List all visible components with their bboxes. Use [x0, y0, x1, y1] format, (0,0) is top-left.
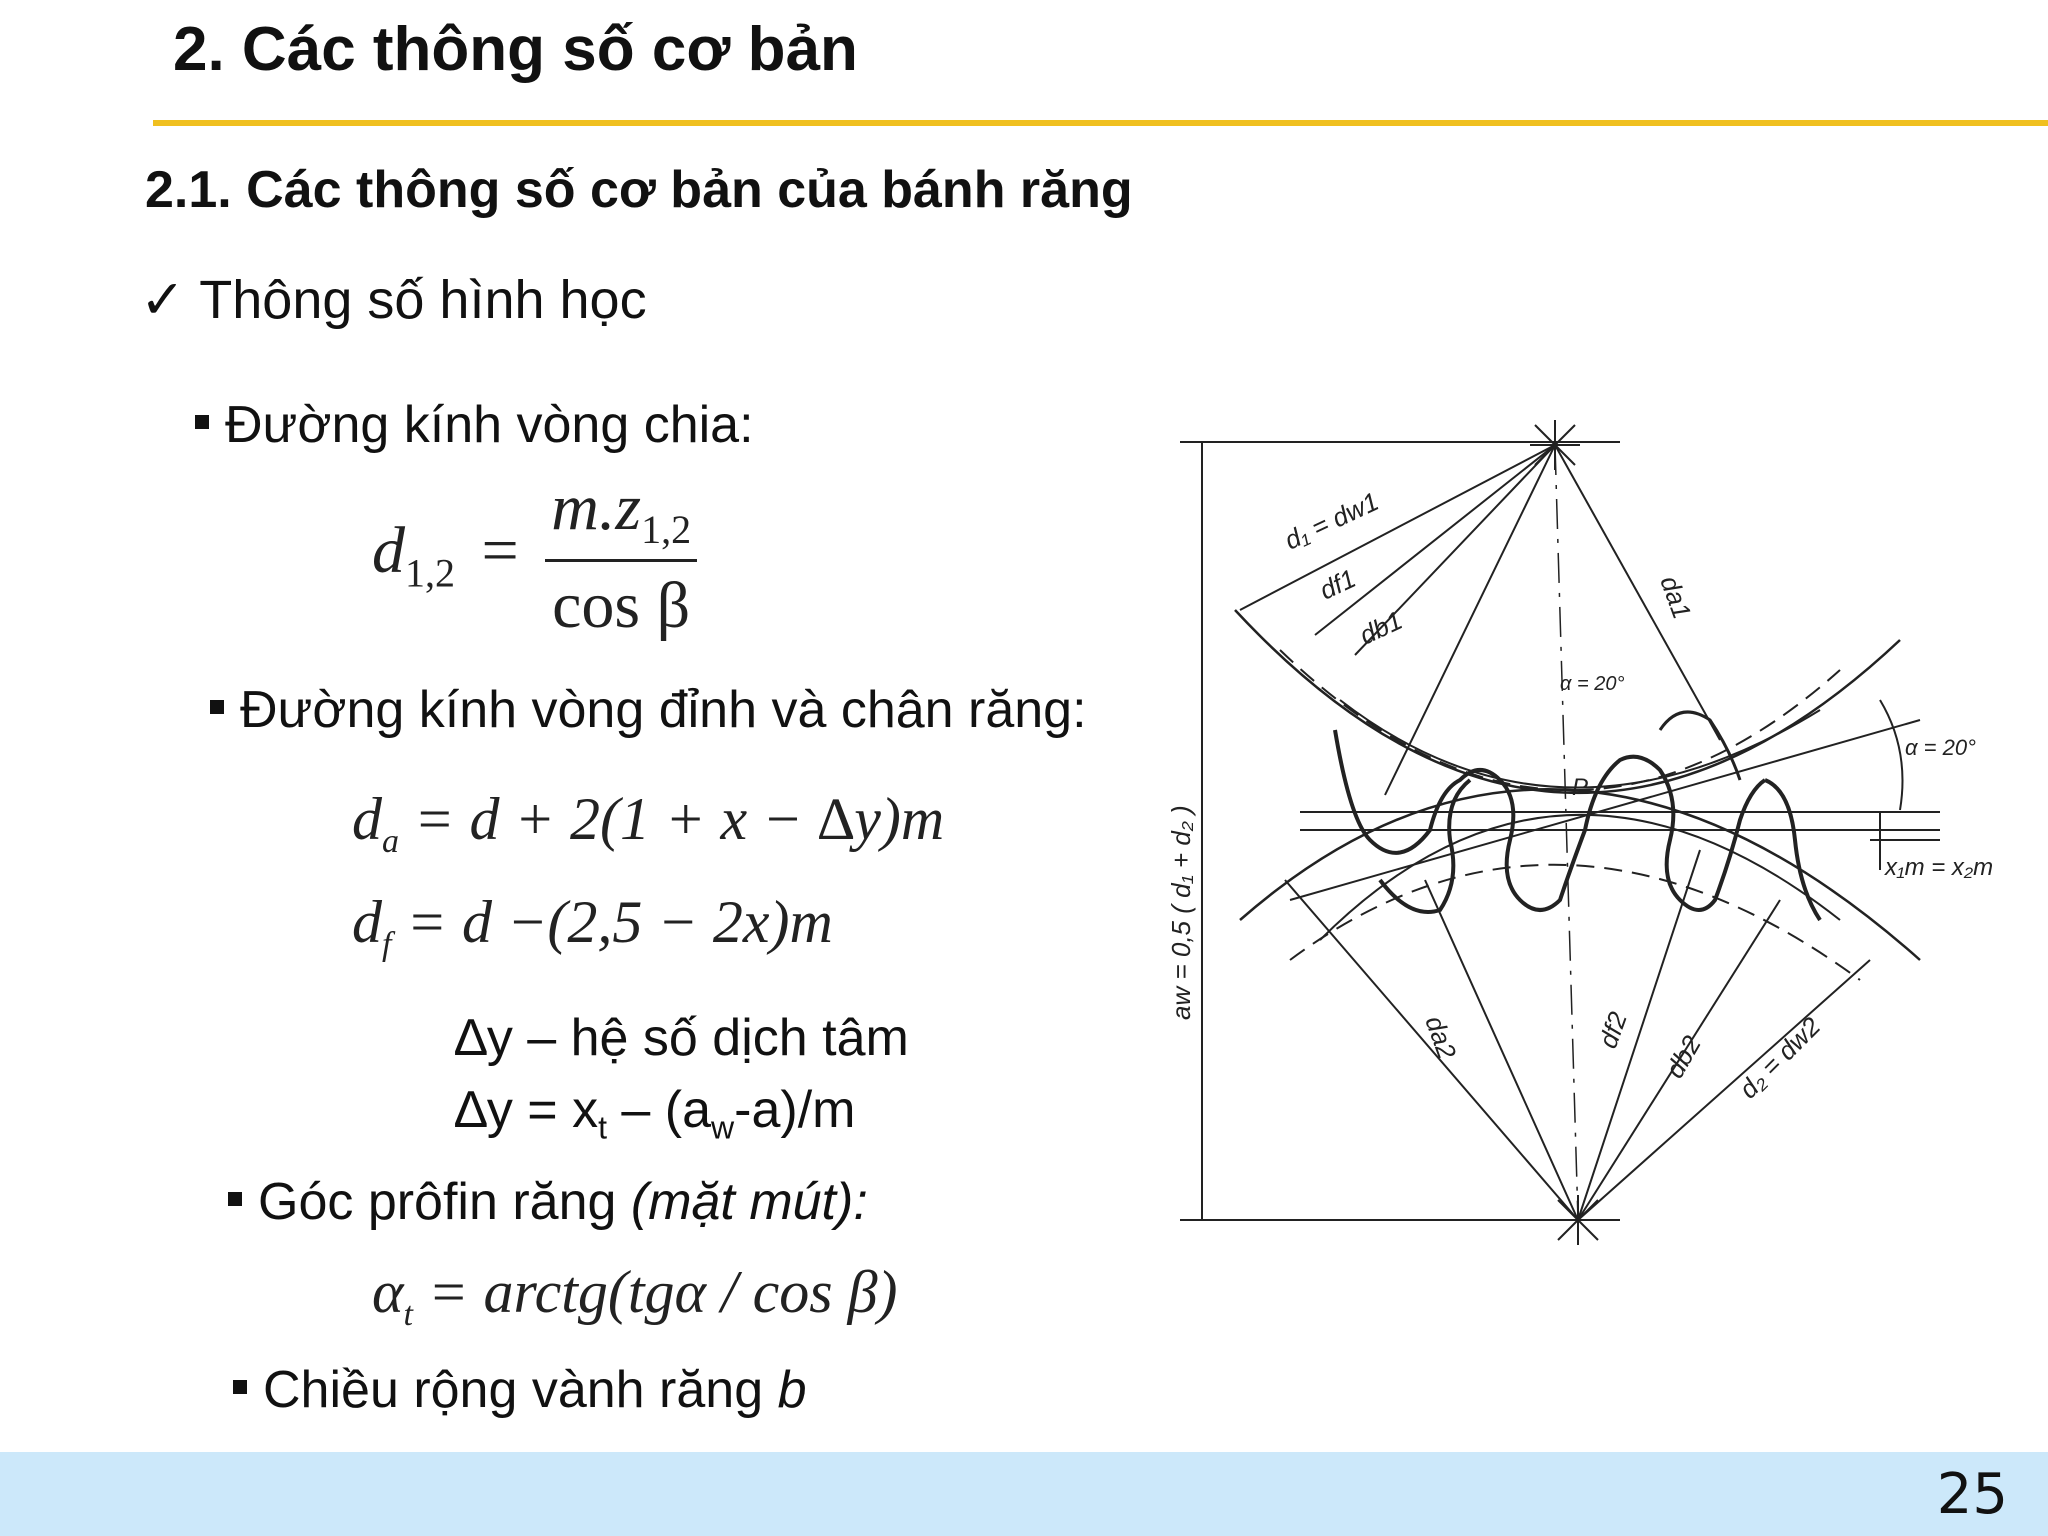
gear1-pitch-arc — [1235, 610, 1900, 793]
label-da2: da2 — [1419, 1011, 1463, 1063]
check-item-geometry: ✓ Thông số hình học — [140, 270, 647, 330]
f1-lhs: d — [372, 514, 405, 588]
bullet-pitch-diameter — [195, 395, 754, 455]
center-line — [1555, 445, 1578, 1220]
note-dy-a: ∆y = x — [455, 1081, 599, 1139]
bullet-tip-root-diameter — [210, 680, 1087, 740]
label-alpha-outer: α = 20° — [1905, 735, 1976, 760]
line-of-action — [1290, 720, 1920, 900]
label-aw: aw = 0,5 ( d₁ + d₂ ) — [1166, 805, 1196, 1020]
label-alpha-inner: α = 20° — [1560, 673, 1625, 695]
f1-eq: = — [481, 514, 519, 588]
f4-sub: t — [403, 1296, 413, 1333]
alpha-outer-arc — [1880, 700, 1903, 810]
label-df2: df2 — [1592, 1007, 1634, 1053]
note-delta-y-definition: ∆y – hệ số dịch tâm — [455, 1009, 909, 1067]
label-d1-dw1: d₁ = dw1 — [1279, 485, 1384, 556]
bullet-pitch-diameter-text: Đường kính vòng chia: — [225, 396, 754, 454]
formula-tip-diameter — [352, 785, 944, 861]
f2-lhs: d — [352, 786, 382, 852]
bullet-face-width-text: Chiều rộng vành răng — [263, 1361, 778, 1419]
title-underline — [153, 120, 2048, 126]
formula-profile-angle — [372, 1258, 898, 1334]
f3-lhs-sub: f — [382, 926, 392, 963]
bullet-face-width — [233, 1360, 807, 1420]
gear1-root-arc — [1280, 650, 1840, 790]
f4-rhs: = arctg(tgα / cos β) — [412, 1259, 898, 1325]
f1-numerator — [545, 470, 697, 562]
note-delta-y-formula — [455, 1080, 855, 1146]
section-subtitle: 2.1. Các thông số cơ bản của bánh răng — [145, 161, 1133, 219]
label-db1: db1 — [1354, 604, 1407, 651]
label-shift: x₁m = x₂m — [1885, 854, 1994, 881]
f1-num-text: m.z — [551, 471, 642, 544]
label-df1: df1 — [1314, 562, 1361, 606]
f4-alpha: α — [372, 1259, 404, 1325]
bullet-face-width-symbol: b — [777, 1361, 807, 1419]
label-db2: db2 — [1659, 1030, 1707, 1083]
f2-rhs: = d + 2(1 + x − ∆y)m — [414, 786, 945, 852]
bullet-profile-angle-italic: (mặt mút): — [630, 1173, 868, 1231]
bullet-profile-angle-text: Góc prôfin răng — [258, 1173, 631, 1231]
note-dy-c: -a)/m — [734, 1081, 856, 1139]
slide-title: 2. Các thông số cơ bản — [173, 15, 858, 84]
bullet-square-icon — [195, 415, 209, 429]
note-dy-sub-w: w — [711, 1109, 735, 1146]
bullet-square-icon — [228, 1192, 242, 1206]
f3-lhs: d — [352, 889, 382, 955]
label-da1: da1 — [1654, 571, 1698, 623]
f1-fraction — [545, 470, 697, 644]
label-d2-dw2: d₂ = dw2 — [1733, 1011, 1827, 1105]
page-number: 25 — [1936, 1462, 2008, 1527]
gear-mesh-diagram — [1140, 400, 2040, 1280]
formula-root-diameter — [352, 888, 833, 964]
bullet-square-icon — [210, 700, 224, 714]
f3-rhs: = d −(2,5 − 2x)m — [406, 889, 833, 955]
note-dy-sub-t: t — [598, 1109, 607, 1146]
bullet-tip-root-text: Đường kính vòng đỉnh và chân răng: — [240, 681, 1087, 739]
bullet-profile-angle — [228, 1172, 868, 1232]
gear2-base-arc — [1320, 815, 1840, 940]
f2-lhs-sub: a — [382, 823, 399, 860]
f1-lhs-sub: 1,2 — [405, 550, 455, 596]
f1-num-sub: 1,2 — [641, 507, 692, 553]
formula-pitch-diameter — [372, 470, 697, 644]
bullet-square-icon — [233, 1380, 247, 1394]
gear2-root-arc — [1290, 865, 1860, 980]
f1-denominator: cos β — [552, 569, 691, 643]
footer-bar — [0, 1452, 2048, 1536]
label-p: P — [1572, 774, 1589, 801]
note-dy-b: – (a — [606, 1081, 712, 1139]
